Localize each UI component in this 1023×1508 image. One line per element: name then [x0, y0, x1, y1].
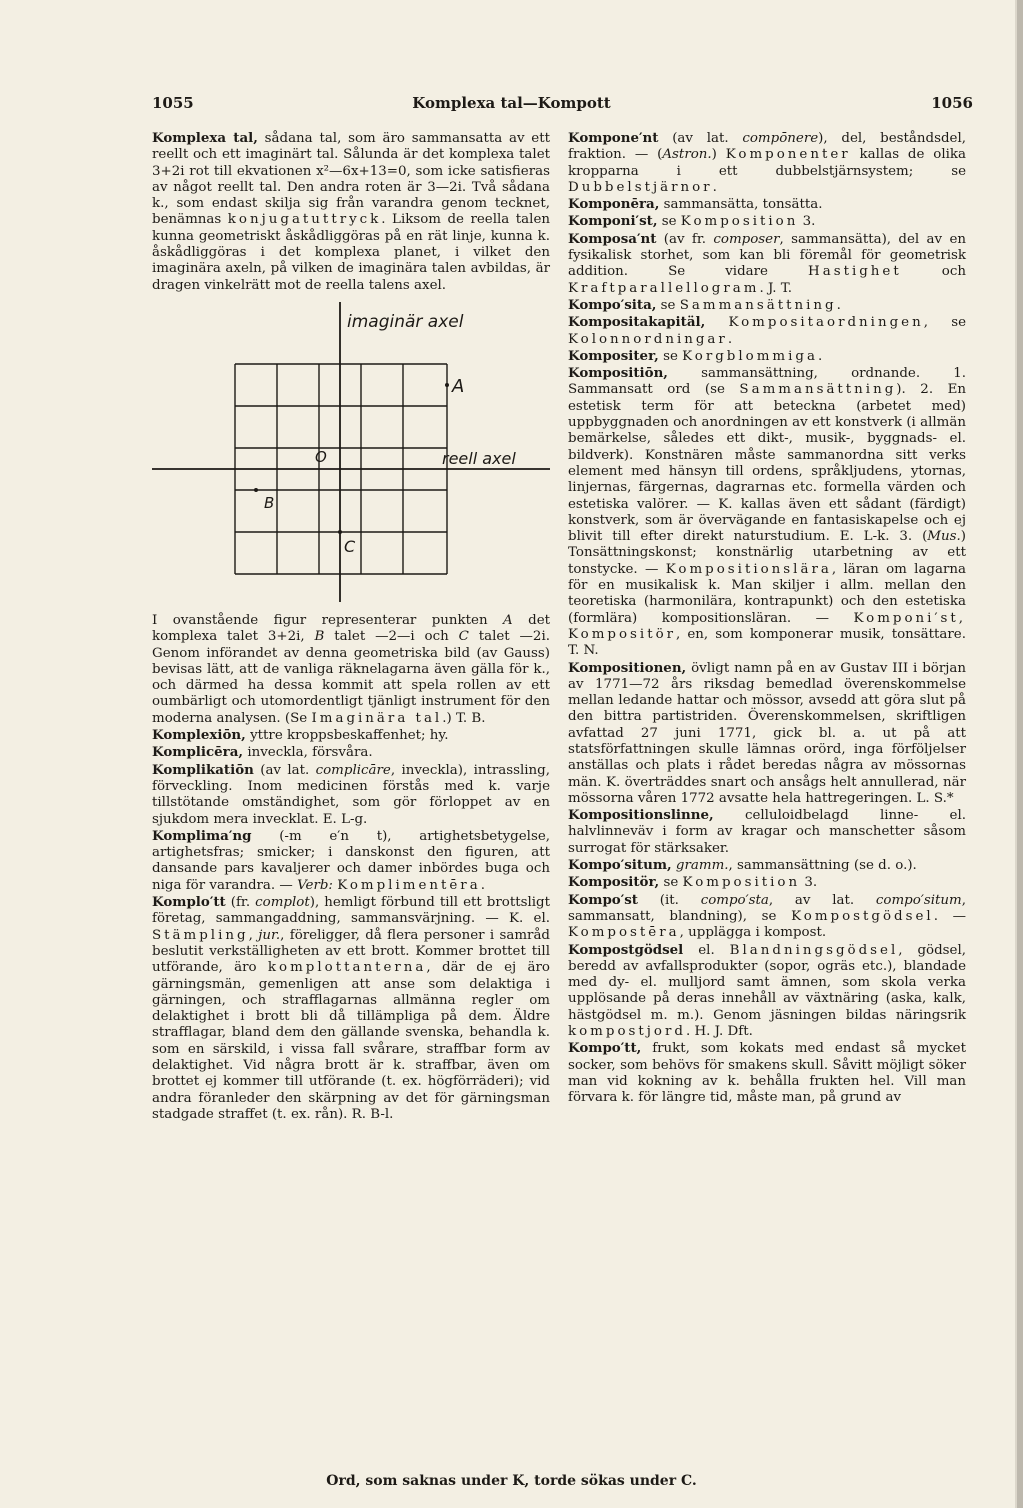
- entry-komponera: [568, 196, 966, 213]
- entry-text: (-m e′n t), artighetsbetygelse, artighetsfras; smicker; i danskonst den figuren, att dansande pars kavaljerer och damer inbördes buga och niga för varandra. —: [152, 828, 550, 893]
- entry-text: ): [711, 147, 726, 163]
- entry-head: Kompo′sita,: [568, 296, 657, 313]
- page-edge-shadow: [1015, 0, 1017, 1508]
- entry-text: , föreligger, då flera personer i samråd beslutit verkställigheten av ett brott. Kommer brottet till utförande, äro: [152, 927, 551, 976]
- entry-text: sammansätta, tonsätta.: [659, 197, 823, 213]
- entry-kompositionen: [568, 660, 966, 808]
- entry-text: frukt, som kokats med endast så mycket socker, som behövs för smakens skull. Såvitt möjligt söker man vid kokning av k. behålla frukten hel. Vill man förvara k. för längre tid, måste man, på grund av: [568, 1041, 966, 1106]
- entry-kompott: [568, 1040, 966, 1106]
- entry-text: (av lat.: [658, 131, 743, 146]
- footer-note: Ord, som saknas under K, torde sökas under C.: [326, 1473, 697, 1489]
- entry-text: ), del, beståndsdel, fraktion. — (: [568, 131, 966, 163]
- entry-text: 3.: [798, 214, 816, 230]
- cross-ref: Sammansättning: [679, 297, 837, 313]
- entry-text: .: [727, 331, 733, 347]
- entry-italic: compōnere: [742, 131, 819, 146]
- entry-text: . —: [933, 908, 967, 924]
- cross-ref: Kraftparallellogram: [568, 280, 760, 296]
- cross-ref: Sammansättning: [739, 382, 897, 398]
- math-var: A: [503, 612, 513, 628]
- entry-text: , där de ej äro gärningsmän, gemenligen att anse som delaktiga i gärningen, och strafflagarnas allmänna regler om delaktighet i brott bli då tillämpliga på dem. Äldre strafflagar, bland dem den gällande svenska, behandla k. som en särskild, i vissa fall svårare, straffbar form av delaktighet. Vid några brott är k. straffbar, även om brottet ej kommer till utförande (t. ex. högförräderi); vid andra föranleder den skärpning av det för gärningsman stadgade straffet (t. ex. rån). R. B-l.: [152, 960, 550, 1122]
- entry-head: Kompositer,: [568, 347, 659, 364]
- entry-kompositakapital: [568, 314, 966, 348]
- entry-figure-text: [152, 613, 550, 727]
- real-axis-label: reell axel: [442, 448, 516, 468]
- entry-head: Kompone′nt: [568, 130, 659, 146]
- entry-text: sådana tal, som äro sammansatta av ett reellt och ett imaginärt tal. Sålunda är det komplexa talet 3+2i rot till ekvationen x²—6x+13=0, som icke satisfieras av något reellt tal. Den andra roten är 3—2i. Två sådana k., som endast skilja sig från varandra genom tecknet, benämnas: [152, 131, 550, 228]
- entry-komposition: [568, 365, 966, 659]
- entry-text: el.: [683, 942, 730, 958]
- entry-text: ) Tonsättningskonst; konstnärlig utarbetning av ett tonstycke. —: [568, 529, 966, 577]
- cross-ref: konjugatuttryck: [227, 212, 382, 228]
- complex-plane-figure: [152, 302, 550, 607]
- label-c: C: [344, 536, 356, 556]
- entry-text: kallas de olika kropparna i ett dubbelstjärnsystem; se: [568, 147, 966, 179]
- cross-ref: Kolonnordningar: [568, 331, 728, 347]
- entry-text: yttre kroppsbeskaffenhet; hy.: [245, 728, 449, 744]
- entry-text: se: [656, 297, 680, 313]
- math-var: B: [314, 629, 325, 645]
- entry-text: .: [817, 348, 823, 364]
- entry-head: Kompo′tt,: [568, 1040, 642, 1057]
- entry-text: talet —2i. Genom införandet av denna geometriska bild (av Gauss) bevisas lätt, att de vanliga räknelagarna även gälla för k., och därmed ha dessa kommit att spela rollen av ett oumbärligt och utomordentligt tjänligt instrument för den moderna analysen. (Se: [152, 629, 550, 726]
- entry-text: ). 2. En estetisk term för att beteckna (arbetet med) uppbyggnaden och anordningen av ett konstverk (i allmän bemärkelse, således ett dikt-, musik-, byggnads- el. bildverk). Konstnären måste sammanordna sitt verks element med hänsyn till ordens, språkljudens, ytornas, linjernas, färgernas, dagrarnas etc. formella värden och estetiska valörer. — K. kallas även ett sådant (färdigt) konstverk, som är övervägande en fantasiskapelse och ej blivit till efter direkt naturstudium. E. L-k. 3. (: [568, 382, 966, 545]
- cross-ref: komplottanterna: [267, 960, 427, 976]
- entry-text: [705, 315, 728, 330]
- entry-kompositum: [568, 857, 966, 874]
- entry-text: I ovanstående figur representerar punkten: [152, 612, 504, 628]
- entry-head: Kompositionen,: [568, 659, 687, 676]
- entry-text: .: [480, 877, 485, 893]
- entry-text: (fr.: [225, 895, 256, 911]
- cross-ref: Komposition: [682, 875, 801, 891]
- cross-ref: Kompositaordningen: [728, 315, 924, 331]
- entry-text: .: [712, 179, 717, 195]
- cross-ref: Kompositionslära: [665, 561, 832, 577]
- entry-italic: complot: [255, 895, 310, 911]
- cross-ref: Komponenter: [725, 147, 851, 163]
- entry-italic: complicāre: [315, 762, 391, 778]
- entry-head: Kompostgödsel: [568, 941, 684, 958]
- cross-ref: Komplimentēra: [337, 877, 481, 893]
- page-edge: [1017, 0, 1023, 1508]
- entry-komplott: [152, 894, 550, 1123]
- point-c: [338, 530, 342, 534]
- imaginary-axis-label: imaginär axel: [347, 311, 464, 332]
- cross-ref: Komposition: [680, 214, 799, 230]
- entry-text: och: [901, 264, 966, 280]
- entry-text: , se: [923, 315, 966, 331]
- entry-text: .) T. B.: [442, 710, 486, 726]
- cross-ref: Hastighet: [808, 264, 902, 280]
- entry-text: det komplexa talet 3+2i,: [152, 612, 550, 645]
- entry-text: . J. T.: [759, 280, 793, 296]
- entry-komponent: [568, 130, 966, 196]
- cross-ref: Komponi′st, Kompositör: [568, 610, 966, 642]
- point-a: [445, 383, 449, 387]
- entry-italic: Astron.: [662, 147, 712, 163]
- cross-ref: Dubbelstjärnor: [568, 179, 713, 195]
- entry-italic: jur.: [258, 927, 281, 943]
- running-head: Komplexa tal—Kompott: [412, 94, 611, 112]
- point-b: [254, 488, 258, 492]
- entry-italic: gramm.: [675, 858, 729, 874]
- entry-kompositionslinne: [568, 807, 966, 857]
- entry-head: Kompositör,: [568, 874, 660, 891]
- entry-text: , av lat.: [768, 892, 876, 908]
- page-number-left: 1055: [152, 94, 194, 112]
- entry-kompositor: [568, 874, 966, 891]
- entry-komposant: [568, 231, 966, 297]
- left-column: [152, 130, 550, 1123]
- entry-komplimang: [152, 828, 550, 894]
- entry-text: se: [658, 348, 683, 364]
- entry-head: Komposa′nt: [568, 230, 657, 247]
- entry-text: , sammansättning (se d. o.).: [728, 858, 917, 874]
- entry-text: ), hemligt förbund till ett brottsligt företag, sammangaddning, sammansvärjning. — K. el.: [152, 895, 550, 927]
- entry-text: . Liksom de reella talen kunna geometriskt åskådliggöras på en rät linje, kunna k. åskådliggöras i det komplexa planet, i vilket den imaginära axeln, på vilken de imaginära talen avbildas, är dragen vinkelrätt mot de reella talens axel.: [152, 212, 550, 293]
- cross-ref: Korgblommiga: [682, 348, 818, 364]
- entry-head: Komplikatiōn: [152, 761, 254, 778]
- entry-head: Kompositakapitäl,: [568, 314, 706, 331]
- right-column: [568, 130, 966, 1107]
- entry-text: sammansättning, ordnande. 1. Sammansatt ord (se: [568, 366, 966, 398]
- entry-text: . H. J. Dft.: [685, 1024, 753, 1040]
- entry-italic: compo′sta: [700, 892, 769, 908]
- cross-ref: Kompostgödsel: [791, 908, 934, 924]
- entry-text: se: [659, 875, 683, 891]
- cross-ref: Stämpling: [152, 927, 249, 943]
- entry-text: .: [836, 297, 841, 313]
- entry-head: Kompo′situm,: [568, 857, 672, 874]
- entry-head: Komponi′st,: [568, 213, 658, 230]
- entry-text: , gödsel, beredd av avfallsprodukter (sopor, ogräs etc.), blandade med dy- el. mulljord samt ämnen, som skola verka upplösande på deras innehåll av växtnäring (aska, kalk, hästgödsel m. m.). Genom jäsningen bildas näringsrik: [568, 942, 966, 1023]
- entry-text: , sammansätta), del av en fysikalisk storhet, som kan bli föremål för geometrisk addition. Se vidare: [568, 231, 966, 280]
- entry-text: talet —2—i och: [324, 629, 459, 645]
- entry-komponist: [568, 213, 966, 230]
- cross-ref: kompostjord: [568, 1024, 686, 1040]
- math-var: C: [458, 629, 469, 645]
- entry-komplexion: [152, 727, 550, 744]
- entry-komplexa-tal: [152, 130, 550, 294]
- entry-text: (av fr.: [656, 231, 714, 247]
- entry-head: Komponēra,: [568, 196, 660, 213]
- entry-head: Kompo′st: [568, 891, 638, 908]
- entry-text: (it.: [638, 892, 701, 908]
- entry-head: Kompositionslinne,: [568, 807, 714, 824]
- entry-head: Kompositiōn,: [568, 365, 668, 382]
- cross-ref: Imaginära tal: [311, 710, 443, 726]
- entry-text: celluloidbelagd linne- el. halvlinneväv i form av kragar och manschetter såsom surrogat för stärksaker.: [568, 808, 966, 856]
- entry-italic: Mus.: [927, 529, 961, 545]
- cross-ref: Blandningsgödsel: [729, 942, 899, 958]
- entry-text: , en, som komponerar musik, tonsättare. T. N.: [568, 626, 966, 659]
- entry-head: Komplo′tt: [152, 894, 226, 911]
- entry-italic: Verb:: [297, 877, 333, 893]
- entry-text: se: [657, 214, 681, 230]
- entry-text: , inveckla), intrassling, förveckling. Inom medicinen förstås med k. varje tillstötande omständighet, som gör förloppet av en sjukdom mera invecklat. E. L-g.: [152, 762, 550, 827]
- entry-text: övligt namn på en av Gustav III i början av 1771—72 års riksdag bemedlad överenskommelse mellan ledande hattar och mössor, avsedd att göra slut på den bittra partistriden. Överenskommelsen, skriftligen avfattad 27 juni 1771, gick bl. a. ut på att statsförfattningen skulle lämnas orörd, inga förföljelser anställas och plats i rådet beredas några av mössornas män. K. överträddes snart och ansågs helt annullerad, när mössorna våren 1772 avsatte hela hattregeringen. L. S.*: [568, 660, 966, 806]
- entry-kompositer: [568, 348, 966, 365]
- entry-text: , sammansatt, blandning), se: [568, 892, 966, 924]
- entry-kompostgodsel: [568, 942, 966, 1041]
- entry-italic: compo′situm: [875, 892, 962, 908]
- entry-komplicera: [152, 744, 550, 761]
- entry-head: Komplexiōn,: [152, 727, 246, 744]
- entry-komposita: [568, 297, 966, 314]
- entry-text: ,: [248, 927, 259, 943]
- label-b: B: [264, 493, 275, 512]
- entry-head: Komplexa tal,: [152, 130, 258, 146]
- page-number-right: 1056: [931, 94, 973, 112]
- entry-text: , läran om lagarna för en musikalisk k. Man skiljer i allm. mellan den teoretiska (harmonilära, kontrapunkt) och den estetiska (formlära) kompositionsläran. —: [568, 561, 966, 626]
- cross-ref: Kompostēra: [568, 925, 680, 941]
- entry-text: (av lat.: [253, 762, 316, 778]
- entry-text: inveckla, försvåra.: [243, 745, 373, 761]
- entry-italic: composer: [713, 231, 780, 247]
- entry-text: 3.: [800, 875, 818, 891]
- entry-kompost: [568, 892, 966, 942]
- label-a: A: [452, 375, 465, 397]
- label-o: O: [315, 447, 327, 466]
- entry-head: Komplima′ng: [152, 827, 252, 844]
- entry-head: Komplicēra,: [152, 744, 244, 761]
- entry-komplikation: [152, 762, 550, 828]
- entry-text: , upplägga i kompost.: [679, 925, 827, 941]
